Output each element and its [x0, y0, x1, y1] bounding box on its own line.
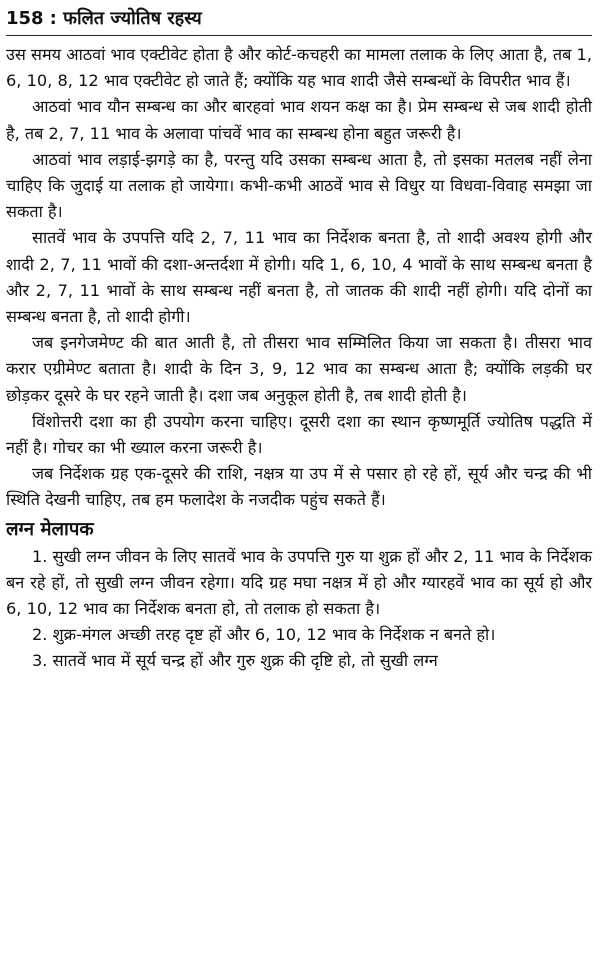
- paragraph: आठवां भाव लड़ाई-झगड़े का है, परन्तु यदि उसका सम्बन्ध आता है, तो इसका मतलब नहीं लेना चाहिए कि जुदाई या तलाक हो जायेगा। कभी-कभी आठवें भाव से विधुर या विधवा-विवाह समझा जा सकता है।: [6, 149, 592, 222]
- paragraph: जब इनगेजमेण्ट की बात आती है, तो तीसरा भाव सम्मिलित किया जा सकता है। तीसरा भाव करार एग्रीमेण्ट बताता है। शादी के दिन 3, 9, 12 भाव का सम्बन्ध आता है; क्योंकि लड़की घर छोड़कर दूसरे के घर रहने जाती है। दशा जब अनुकूल होती है, तब शादी होती है।: [6, 333, 592, 405]
- section-heading: लग्न मेलापक: [6, 518, 94, 540]
- list-item: 2. शुक्र-मंगल अच्छी तरह दृष्ट हों और 6, 10, 12 भाव के निर्देशक न बनते हो।: [32, 625, 496, 645]
- list-item: 1. सुखी लग्न जीवन के लिए सातवें भाव के उपपत्ति गुरु या शुक्र हों और 2, 11 भाव के निर्देशक बन रहे हों, तो सुखी लग्न जीवन रहेगा। यदि ग्रह मघा नक्षत्र में हो और ग्यारहवें भाव का सूर्य हो और 6, 10, 12 भाव का निर्देशक बनता हो, तो तलाक हो सकता है।: [6, 546, 592, 619]
- running-head: [6, 6, 592, 36]
- paragraph: उस समय आठवां भाव एक्टीवेट होता है और कोर्ट-कचहरी का मामला तलाक के लिए आता है, तब 1, 6, 10, 8, 12 भाव एक्टीवेट हो जाते हैं; क्योंकि यह भाव शादी जैसे सम्बन्धों के विपरीत भाव हैं।: [6, 45, 592, 91]
- paragraph: सातवें भाव के उपपत्ति यदि 2, 7, 11 भाव का निर्देशक बनता है, तो शादी अवश्य होगी और शादी 2, 7, 11 भावों की दशा-अन्तर्दशा में होगी। यदि 1, 6, 10, 4 भावों के साथ सम्बन्ध बनता है और 2, 7, 11 भावों के साथ सम्बन्ध नहीं बनता है, तो जातक की शादी नहीं होगी। यदि दोनों का सम्बन्ध बनता है, तो शादी होगी।: [6, 228, 592, 327]
- paragraph: विंशोत्तरी दशा का ही उपयोग करना चाहिए। दूसरी दशा का स्थान कृष्णमूर्ति ज्योतिष पद्धति में नहीं है। गोचर का भी ख्याल करना जरूरी है।: [6, 411, 592, 458]
- page-number: 158: [6, 8, 44, 29]
- header-separator: :: [49, 8, 57, 29]
- paragraph: जब निर्देशक ग्रह एक-दूसरे की राशि, नक्षत्र या उप में से पसार हो रहे हों, सूर्य और चन्द्र की भी स्थिति देखनी चाहिए, तब हम फलादेश के नजदीक पहुंच सकते हैं।: [6, 464, 592, 510]
- list-item: 3. सातवें भाव में सूर्य चन्द्र हों और गुरु शुक्र की दृष्टि हो, तो सुखी लग्न: [32, 651, 438, 671]
- paragraph: आठवां भाव यौन सम्बन्ध का और बारहवां भाव शयन कक्ष का है। प्रेम सम्बन्ध से जब शादी होती है, तब 2, 7, 11 भाव के अलावा पांचवें भाव का सम्बन्ध होना बहुत जरूरी है।: [6, 97, 592, 143]
- book-title: फलित ज्योतिष रहस्य: [63, 8, 202, 29]
